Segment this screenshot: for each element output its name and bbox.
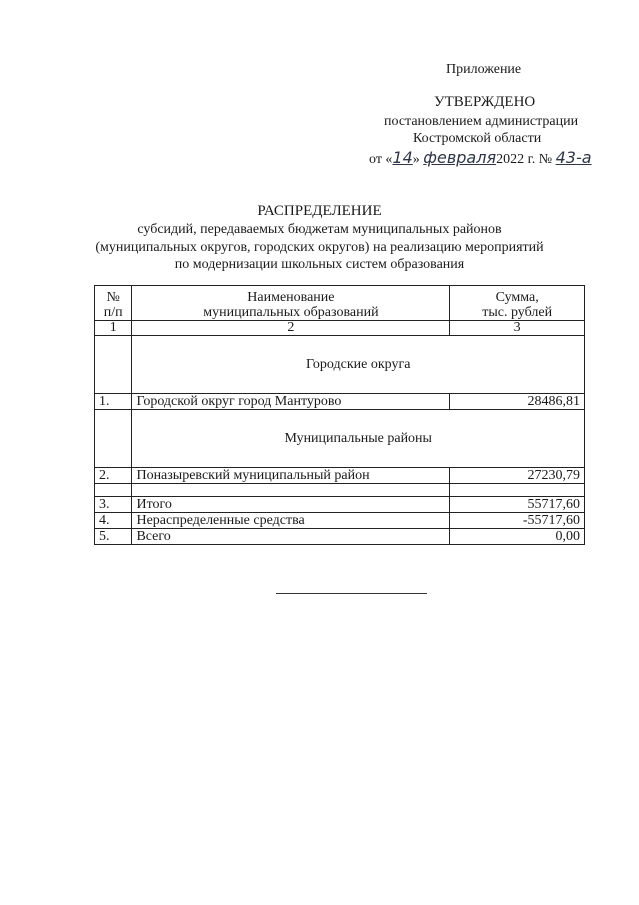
- row-amount: 28486,81: [450, 394, 585, 410]
- date-line: [369, 148, 592, 168]
- section-title-urban: Городские округа: [132, 336, 585, 394]
- blank-row: [95, 484, 585, 497]
- decree-line: постановлением администрации: [384, 114, 579, 129]
- table-header-row: [95, 286, 585, 321]
- date-prefix: от «: [369, 152, 393, 167]
- date-year: 2022 г. №: [496, 152, 553, 167]
- row-name: Поназыревский муниципальный район: [132, 468, 450, 484]
- row-name: Нераспределенные средства: [132, 513, 450, 529]
- table-row: [95, 394, 585, 410]
- header-sum: [450, 286, 585, 321]
- subtitle-line-3: по модернизации школьных систем образования: [174, 257, 465, 272]
- footer-divider: [276, 593, 427, 594]
- row-num: 4.: [95, 513, 132, 529]
- header-num: [95, 286, 132, 321]
- row-num: 5.: [95, 529, 132, 545]
- header-sum-line1: Сумма,: [495, 290, 539, 305]
- column-number-row: [95, 321, 585, 336]
- row-name: Всего: [132, 529, 450, 545]
- row-amount: 55717,60: [450, 497, 585, 513]
- table-row: [95, 497, 585, 513]
- approved-label: УТВЕРЖДЕНО: [434, 94, 536, 110]
- row-amount: 0,00: [450, 529, 585, 545]
- appendix-label: Приложение: [446, 62, 522, 77]
- header-num-line2: п/п: [103, 305, 123, 320]
- header-name-line2: муниципальных образований: [203, 305, 379, 320]
- row-num: 2.: [95, 468, 132, 484]
- row-amount: 27230,79: [450, 468, 585, 484]
- row-amount: -55717,60: [450, 513, 585, 529]
- table-row: [95, 468, 585, 484]
- section-title-districts: Муниципальные районы: [132, 410, 585, 468]
- section-row: [95, 336, 585, 394]
- header-sum-line2: тыс. рублей: [482, 305, 553, 320]
- row-name: Городской округ город Мантурово: [132, 394, 450, 410]
- header-name-line1: Наименование: [247, 290, 335, 305]
- row-num: 1.: [95, 394, 132, 410]
- row-num: 3.: [95, 497, 132, 513]
- date-month-handwritten: февраля: [423, 148, 497, 167]
- column-number-1: 1: [95, 321, 132, 336]
- subtitle-line-2: (муниципальных округов, городских округов) на реализацию мероприятий: [95, 240, 544, 255]
- region-line: Костромской области: [413, 131, 542, 146]
- section-empty-cell: [95, 410, 132, 468]
- header-name: [132, 286, 450, 321]
- row-name: Итого: [132, 497, 450, 513]
- column-number-3: 3: [450, 321, 585, 336]
- date-mid: »: [412, 152, 420, 167]
- document-title: РАСПРЕДЕЛЕНИЕ: [257, 203, 382, 219]
- column-number-2: 2: [132, 321, 450, 336]
- header-num-line1: №: [106, 290, 120, 305]
- table-row: [95, 529, 585, 545]
- section-empty-cell: [95, 336, 132, 394]
- decree-number-handwritten: 43-а: [555, 148, 592, 167]
- distribution-table: [94, 285, 585, 545]
- section-row: [95, 410, 585, 468]
- table-row: [95, 513, 585, 529]
- subtitle-line-1: субсидий, передаваемых бюджетам муниципальных районов: [137, 222, 502, 237]
- date-day-handwritten: 14: [392, 148, 413, 167]
